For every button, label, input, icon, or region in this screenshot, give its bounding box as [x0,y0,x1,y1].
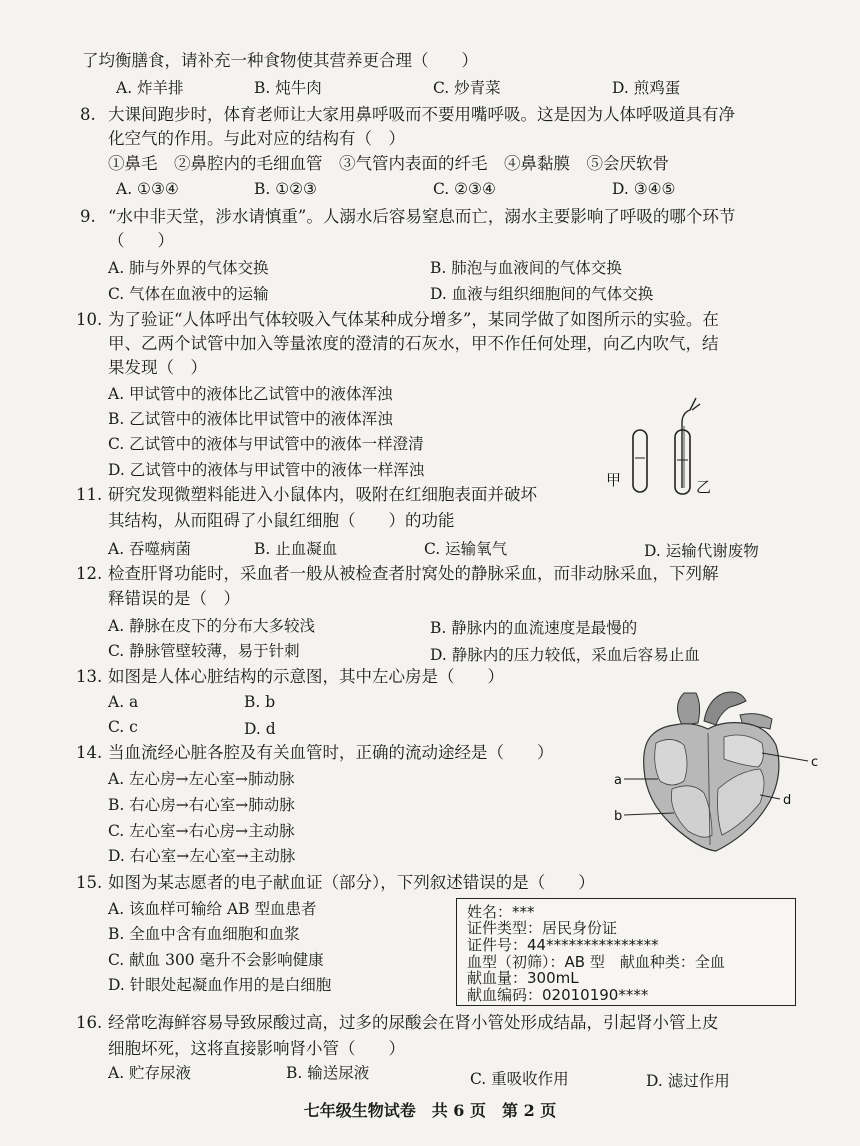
q8-items: ①鼻毛 ②鼻腔内的毛细血管 ③气管内表面的纤毛 ④鼻黏膜 ⑤会厌软骨 [108,154,669,173]
q15-option-b[interactable]: B. 全血中含有血细胞和血浆 [108,925,300,943]
q13-stem-line1: 如图是人体心脏结构的示意图，其中左心房是（ ） [108,667,504,686]
test-tube-figure [600,388,730,508]
q16-number: 16. [76,1013,103,1032]
q12-stem-line2: 释错误的是（ ） [108,589,240,608]
q11-number: 11. [76,485,103,504]
q7-stem-tail: 了均衡膳食，请补充一种食物使其营养更合理（ ） [82,51,478,70]
q13-option-c[interactable]: C. c [108,718,138,736]
q10-stem-line3: 果发现（ ） [108,358,207,377]
q9-option-a[interactable]: A. 肺与外界的气体交换 [108,259,269,277]
q12-option-d[interactable]: D. 静脉内的压力较低，采血后容易止血 [430,646,700,664]
q16-stem-line1: 经常吃海鲜容易导致尿酸过高，过多的尿酸会在肾小管处形成结晶，引起肾小管上皮 [108,1013,719,1032]
q14-option-b[interactable]: B. 右心房→右心室→肺动脉 [108,796,295,814]
q14-option-a[interactable]: A. 左心房→左心室→肺动脉 [108,770,295,788]
q8-stem-line1: 大课间跑步时，体育老师让大家用鼻呼吸而不要用嘴呼吸。这是因为人体呼吸道具有净 [108,105,735,124]
tube-label-jia: 甲 [606,471,622,489]
tube-label-yi: 乙 [696,478,712,496]
blood-donation-card [456,898,796,1006]
card-blood-type: 血型（初筛）：AB 型 献血种类：全血 [467,953,725,971]
card-id-type: 证件类型：居民身份证 [467,919,618,937]
q14-stem-line1: 当血流经心脏各腔及有关血管时，正确的流动途经是（ ） [108,743,554,762]
q11-option-a[interactable]: A. 吞噬病菌 [108,540,192,558]
q11-stem-line2: 其结构，从而阻碍了小鼠红细胞（ ）的功能 [108,511,455,530]
q12-number: 12. [76,564,103,583]
q8-option-b[interactable]: B. ①②③ [254,180,317,198]
q9-option-d[interactable]: D. 血液与组织细胞间的气体交换 [430,285,654,303]
q8-option-a[interactable]: A. ①③④ [116,180,179,198]
q10-option-b[interactable]: B. 乙试管中的液体比甲试管中的液体浑浊 [108,410,393,428]
q11-option-c[interactable]: C. 运输氧气 [424,540,508,558]
q7-option-a[interactable]: A. 炸羊排 [116,79,184,97]
q11-option-d[interactable]: D. 运输代谢废物 [644,542,759,560]
q9-option-b[interactable]: B. 肺泡与血液间的气体交换 [430,259,622,277]
q12-option-b[interactable]: B. 静脉内的血流速度是最慢的 [430,619,638,637]
tube-jia-icon [633,430,647,492]
card-id-number: 证件号：44*************** [467,936,659,954]
q10-option-c[interactable]: C. 乙试管中的液体与甲试管中的液体一样澄清 [108,435,424,453]
q15-option-a[interactable]: A. 该血样可输给 AB 型血患者 [108,900,317,918]
q13-option-a[interactable]: A. a [108,693,139,711]
q7-option-c[interactable]: C. 炒青菜 [433,79,501,97]
q10-option-d[interactable]: D. 乙试管中的液体与甲试管中的液体一样浑浊 [108,461,425,479]
q15-number: 15. [76,873,103,892]
heart-label-a: a [614,773,622,788]
q16-option-a[interactable]: A. 贮存尿液 [108,1064,192,1082]
q8-option-d[interactable]: D. ③④⑤ [612,180,676,198]
q11-stem-line1: 研究发现微塑料能进入小鼠体内，吸附在红细胞表面并破坏 [108,485,537,504]
page-footer: 七年级生物试卷 共 6 页 第 2 页 [303,1101,557,1120]
q10-stem-line1: 为了验证“人体呼出气体较吸入气体某种成分增多”，某同学做了如图所示的实验。在 [108,310,719,329]
q15-stem-line1: 如图为某志愿者的电子献血证（部分），下列叙述错误的是（ ） [108,873,595,892]
q12-stem-line1: 检查肝肾功能时，采血者一般从被检查者肘窝处的静脉采血，而非动脉采血，下列解 [108,564,719,583]
q9-number: 9. [80,207,96,226]
q12-option-a[interactable]: A. 静脉在皮下的分布大多较浅 [108,617,316,635]
q8-option-c[interactable]: C. ②③④ [433,180,496,198]
q11-option-b[interactable]: B. 止血凝血 [254,540,338,558]
q9-stem-line2: （ ） [108,231,174,250]
q13-option-b[interactable]: B. b [244,693,276,711]
card-code: 献血编码：02010190**** [467,986,649,1004]
q13-number: 13. [76,667,103,686]
q10-option-a[interactable]: A. 甲试管中的液体比乙试管中的液体浑浊 [108,385,393,403]
heart-label-d: d [783,793,792,808]
q16-option-c[interactable]: C. 重吸收作用 [470,1070,569,1088]
q14-option-d[interactable]: D. 右心室→左心室→主动脉 [108,847,296,865]
q13-option-d[interactable]: D. d [244,720,276,738]
q9-option-c[interactable]: C. 气体在血液中的运输 [108,285,269,303]
card-volume: 献血量：300mL [467,969,579,987]
q15-option-d[interactable]: D. 针眼处起凝血作用的是白细胞 [108,976,332,994]
q7-option-d[interactable]: D. 煎鸡蛋 [612,79,681,97]
q14-number: 14. [76,743,103,762]
card-name: 姓名：*** [467,903,535,921]
q10-stem-line2: 甲、乙两个试管中加入等量浓度的澄清的石灰水，甲不作任何处理，向乙内吹气，结 [108,334,719,353]
heart-icon [644,692,779,851]
heart-label-c: c [811,755,819,770]
q15-option-c[interactable]: C. 献血 300 毫升不会影响健康 [108,951,324,969]
q8-number: 8. [80,105,96,124]
q14-option-c[interactable]: C. 左心室→右心房→主动脉 [108,822,295,840]
q7-option-b[interactable]: B. 炖牛肉 [254,79,322,97]
q16-option-b[interactable]: B. 输送尿液 [286,1064,370,1082]
heart-diagram [612,685,822,860]
q16-stem-line2: 细胞坏死，这将直接影响肾小管（ ） [108,1039,405,1058]
q8-stem-line2: 化空气的作用。与此对应的结构有（ ） [108,129,405,148]
heart-label-b: b [614,809,623,824]
q12-option-c[interactable]: C. 静脉管壁较薄，易于针刺 [108,642,300,660]
q16-option-d[interactable]: D. 滤过作用 [646,1072,730,1090]
q10-number: 10. [76,310,103,329]
q9-stem-line1: “水中非天堂，涉水请慎重”。人溺水后容易窒息而亡，溺水主要影响了呼吸的哪个环节 [108,207,736,226]
